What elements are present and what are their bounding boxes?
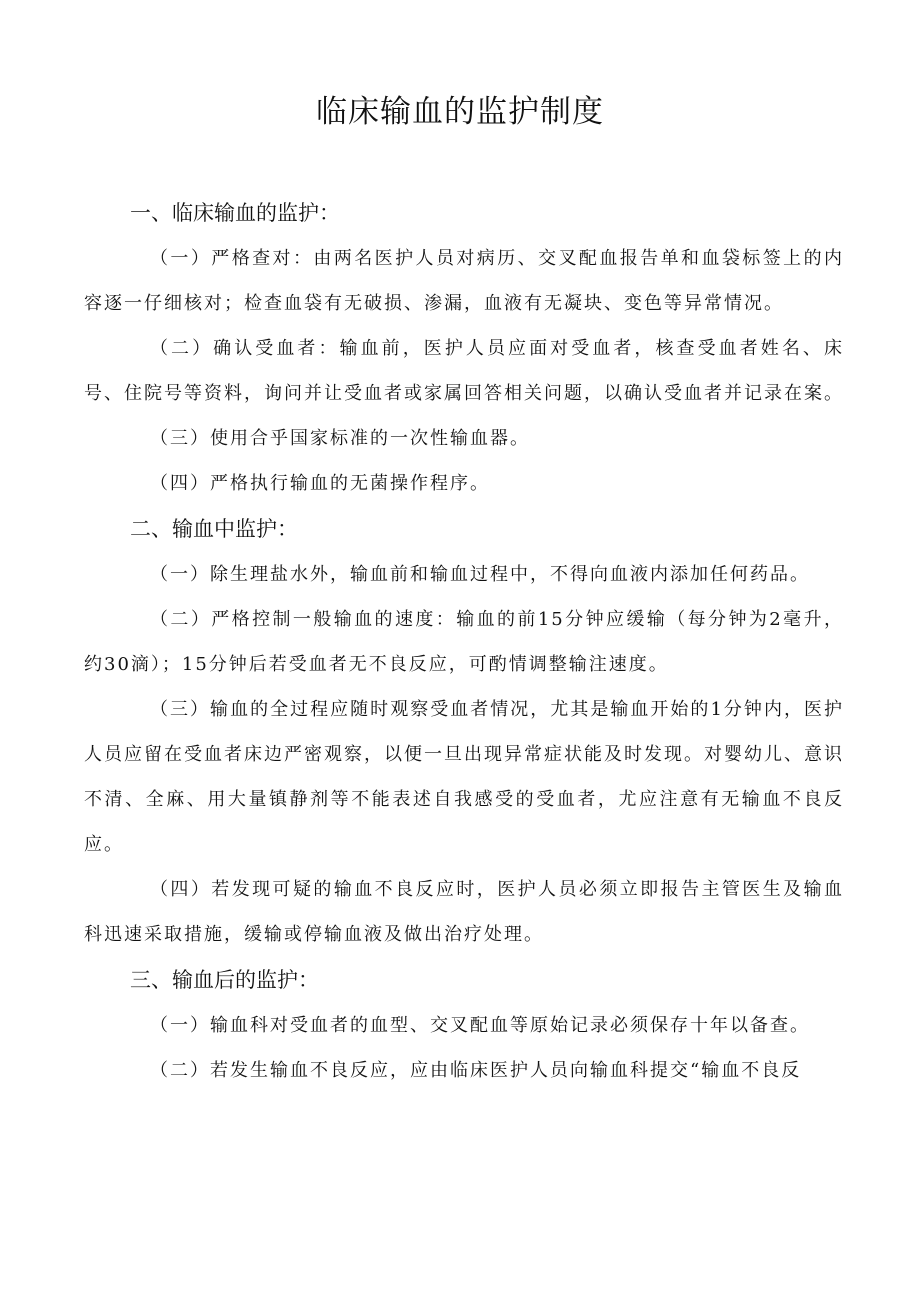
section-2-paragraph-1: （一）除生理盐水外，输血前和输血过程中，不得向血液内添加任何药品。 [150, 564, 810, 585]
section-1-paragraph-2: （二）确认受血者：输血前，医护人员应面对受血者，核查受血者姓名、床号、住院号等资料，询问并让受血者或家属回答相关问题，以确认受血者并记录在案。 [84, 338, 844, 404]
section-1-paragraph-3: （三）使用合乎国家标准的一次性输血器。 [150, 428, 530, 449]
document-title: 临床输血的监护制度 [316, 94, 604, 130]
section-3-paragraph-2: （二）若发生输血不良反应，应由临床医护人员向输血科提交“输血不良反 [150, 1060, 802, 1081]
section-2-paragraph-4: （四）若发现可疑的输血不良反应时，医护人员必须立即报告主管医生及输血科迅速采取措施，缓输或停输血液及做出治疗处理。 [84, 879, 844, 945]
section-2-paragraph-2: （二）严格控制一般输血的速度：输血的前15分钟应缓输（每分钟为2毫升，约30滴）；15分钟后若受血者无不良反应，可酌情调整输注速度。 [84, 609, 844, 675]
section-2-heading: 二、输血中监护： [130, 517, 298, 541]
section-1-paragraph-1: （一）严格查对：由两名医护人员对病历、交叉配血报告单和血袋标签上的内容逐一仔细核对；检查血袋有无破损、渗漏，血液有无凝块、变色等异常情况。 [84, 248, 844, 314]
section-3-heading: 三、输血后的监护： [130, 968, 319, 992]
document-body [84, 190, 844, 1093]
section-2-paragraph-3: （三）输血的全过程应随时观察受血者情况，尤其是输血开始的1分钟内，医护人员应留在受血者床边严密观察，以便一旦出现异常症状能及时发现。对婴幼儿、意识不清、全麻、用大量镇静剂等不能表述自我感受的受血者，尤应注意有无输血不良反应。 [84, 699, 844, 855]
section-1-heading: 一、临床输血的监护： [130, 201, 340, 225]
section-1-paragraph-4: （四）严格执行输血的无菌操作程序。 [150, 473, 490, 494]
section-3-paragraph-1: （一）输血科对受血者的血型、交叉配血等原始记录必须保存十年以备查。 [150, 1015, 810, 1036]
